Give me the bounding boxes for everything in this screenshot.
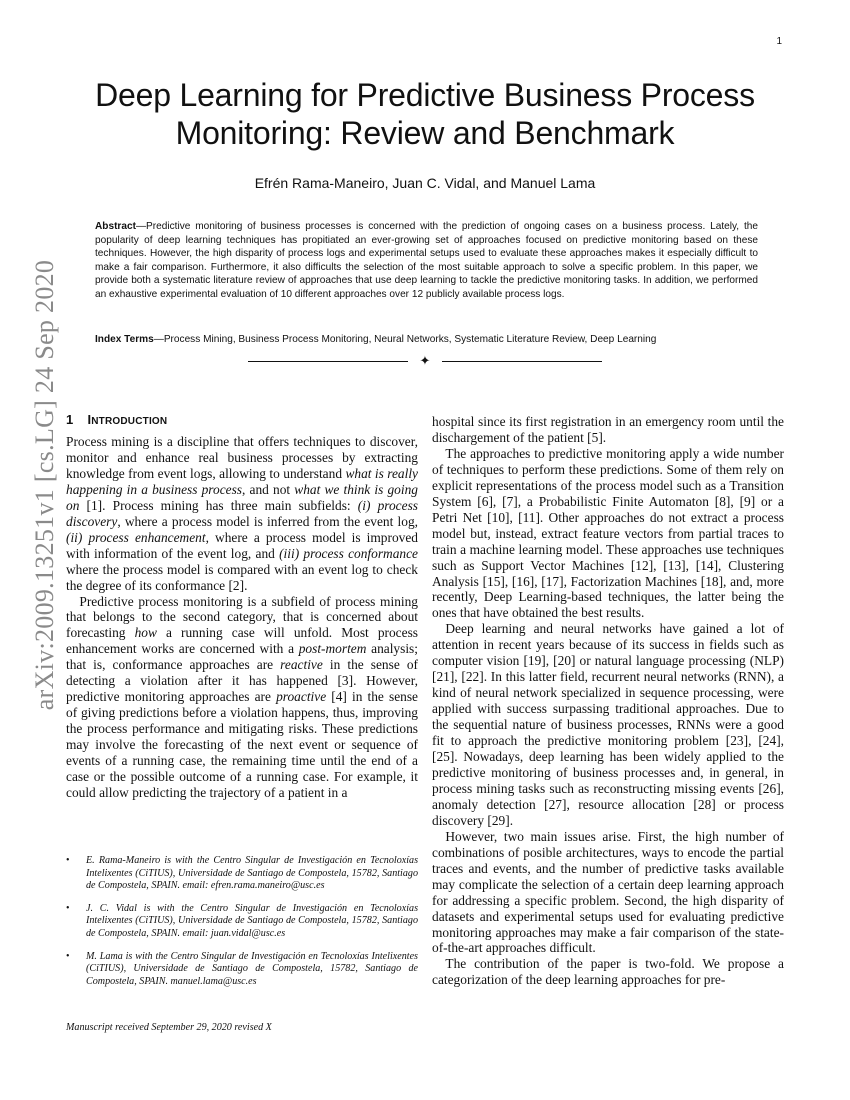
footnote-text: E. Rama-Maneiro is with the Centro Singular de Investigación en Tecnoloxías Intelixentes (CiTIUS), Universidade de Santiago de Compostela, 15782, Santiago de Compostela, SPAIN. email: efren.rama.maneiro@usc.es [86, 855, 418, 892]
paper-title [66, 76, 784, 152]
index-terms-label: Index Terms [95, 334, 154, 345]
text-run: analysis; that is, conformance approaches are [66, 641, 418, 673]
text-run: a running case will unfold. Most process enhancement works are concerned with a [66, 625, 418, 657]
bullet-icon: • [66, 855, 70, 866]
italic-run: (i) process discovery [66, 497, 418, 529]
paragraph: Deep learning and neural networks have gained a lot of attention in recent years because of its success in fields such as computer vision [19], [20] or natural language processing (NLP) [21], [22]. In this latter field, recurrent neural networks (RNN), a kind of neural network specialized in sequence processing, were applied with success surpassing traditional approaches. Due to the sequential nature of business processes, RNNs were a good fit to approach the predictive monitoring problem [23], [24], [25]. Nowadays, deep learning has been widely applied to the predictive monitoring of business processes and, in general, in process mining tasks such as reconstructing missing events [26], anomaly detection [27], resource allocation [28] or process discovery [29]. [432, 621, 784, 828]
title-line-2: Monitoring: Review and Benchmark [175, 115, 675, 151]
left-column [66, 434, 418, 801]
text-run: where the process model is compared with an event log to check the degree of its conformance [2]. [66, 561, 418, 593]
section-number: 1 [66, 412, 74, 427]
arxiv-id: arXiv:2009.13251v1 [cs.LG] 24 Sep 2020 [30, 259, 59, 711]
divider-star-icon: ✦ [419, 353, 431, 368]
arxiv-watermark [30, 259, 59, 711]
abstract [95, 220, 758, 301]
index-terms-text: —Process Mining, Business Process Monitoring, Neural Networks, Systematic Literature Review, Deep Learning [153, 334, 657, 345]
italic-run: how [134, 625, 157, 641]
paragraph: However, two main issues arise. First, the high number of combinations of posible architectures, ways to encode the partial traces and events, and the number of predictive tasks available may complicate the selection of a certain deep learning approach for addressing a specific problem. Second, the high disparity of datasets and experimental setups used for evaluating predictive monitoring approaches may make a fair comparison of the state-of-the-art approaches difficult. [432, 828, 784, 956]
footnote [66, 903, 418, 941]
text-run: [4] in the sense of giving predictions before a violation happens, thus, improving the process performance and mitigating risks. These predictions may involve the forecasting of the next event or sequence of events of a running case, the remaining time until the end of a case or the possible outcome of a running case. For example, it could allow predicting the trajectory of a patient in a [66, 689, 418, 800]
abstract-label: Abstract [95, 221, 136, 232]
italic-run: what we think is going on [66, 481, 418, 513]
paragraph [66, 594, 418, 801]
text-run: , where a process model is inferred from the event log, [117, 513, 418, 529]
text-run: [1]. Process mining has three main subfields: [79, 497, 358, 513]
text-run: in the sense of detecting a violation after it has happened [3]. However, predictive monitoring approaches are [66, 657, 419, 705]
italic-run: reactive [280, 657, 323, 673]
abstract-text: —Predictive monitoring of business processes is concerned with the prediction of ongoing cases on a business process. Lately, the popularity of deep learning techniques has propitiated an ever-growing set of approaches focused on predictive monitoring based on these techniques. However, the high disparity of process logs and experimental setups used to evaluate these approaches makes it especially difficult to make a fair comparison. Furthermore, it also difficults the selection of the most suitable approach to solve a specific problem. In this paper, we provide both a systematic literature review of approaches that use deep learning to tackle the predictive monitoring tasks. In addition, we performed an exhaustive experimental evaluation of 10 different approaches over 12 publicly available process logs. [95, 221, 758, 300]
divider-line-right [442, 361, 602, 362]
footnote [66, 951, 418, 989]
footnote [66, 855, 418, 893]
divider-line-left [248, 361, 408, 362]
text-run: Process mining is a discipline that offers techniques to discover, monitor and enhance real business processes by extracting knowledge from event logs, allowing to understand [66, 434, 418, 481]
paragraph: The contribution of the paper is two-fold. We propose a categorization of the deep learning approaches for pre- [432, 956, 784, 988]
title-line-1: Deep Learning for Predictive Business Process [95, 77, 755, 113]
footnote-text: M. Lama is with the Centro Singular de Investigación en Tecnoloxías Intelixentes (CiTIUS), Universidade de Santiago de Compostela, 15782, Santiago de Compostela, SPAIN. manuel.lama@usc.es [86, 950, 418, 987]
italic-run: post-mortem [298, 641, 367, 657]
page-number: 1 [776, 36, 782, 47]
paragraph [66, 434, 418, 594]
manuscript-note: Manuscript received September 29, 2020 revised X [66, 1022, 272, 1033]
footnote-text: J. C. Vidal is with the Centro Singular de Investigación en Tecnoloxías Intelixentes (CiTIUS), Universidade de Santiago de Compostela, 15782, Santiago de Compostela, SPAIN. email: juan.vidal@usc.es [86, 902, 418, 939]
bullet-icon: • [66, 902, 70, 914]
italic-run: (iii) process conformance [279, 545, 418, 561]
bullet-icon: • [66, 950, 70, 962]
index-terms [95, 333, 758, 347]
text-run: , where a process model is improved with information of the event log, and [66, 529, 418, 561]
section-title-initial: I [87, 412, 92, 427]
section-heading [66, 412, 167, 427]
italic-run: proactive [276, 689, 327, 705]
paragraph: The approaches to predictive monitoring apply a wide number of techniques to perform these predictions. Some of them rely on explicit representations of the process model such as a Transition System [6], [7], a Probabilistic Finite Automaton [8], [9] or a Petri Net [10], [11]. Other approaches do not extract a process model but, instead, extract feature vectors from partial traces to train a machine learning model. These approaches use techniques such as Support Vector Machines [12], [13], [14], Clustering Analysis [15], [16], [17], Factorization Machines [18], and, more recently, Deep Learning-based techniques, the latter being the ones that have obtained the best results. [432, 445, 784, 621]
italic-run: what is really happening in a business process [66, 465, 418, 497]
text-run: Predictive process monitoring is a subfield of process mining that belongs to the second category, that is concerned about forecasting [66, 593, 418, 641]
italic-run: (ii) process enhancement [66, 529, 206, 545]
section-divider [248, 354, 602, 370]
text-run: , and not [242, 481, 295, 497]
section-title-rest: NTRODUCTION [91, 416, 168, 427]
paragraph: hospital since its first registration in an emergency room until the dischargement of the patient [5]. [432, 414, 784, 445]
authors: Efrén Rama-Maneiro, Juan C. Vidal, and Manuel Lama [254, 175, 596, 191]
right-column [432, 414, 784, 988]
author-footnotes [66, 855, 418, 998]
